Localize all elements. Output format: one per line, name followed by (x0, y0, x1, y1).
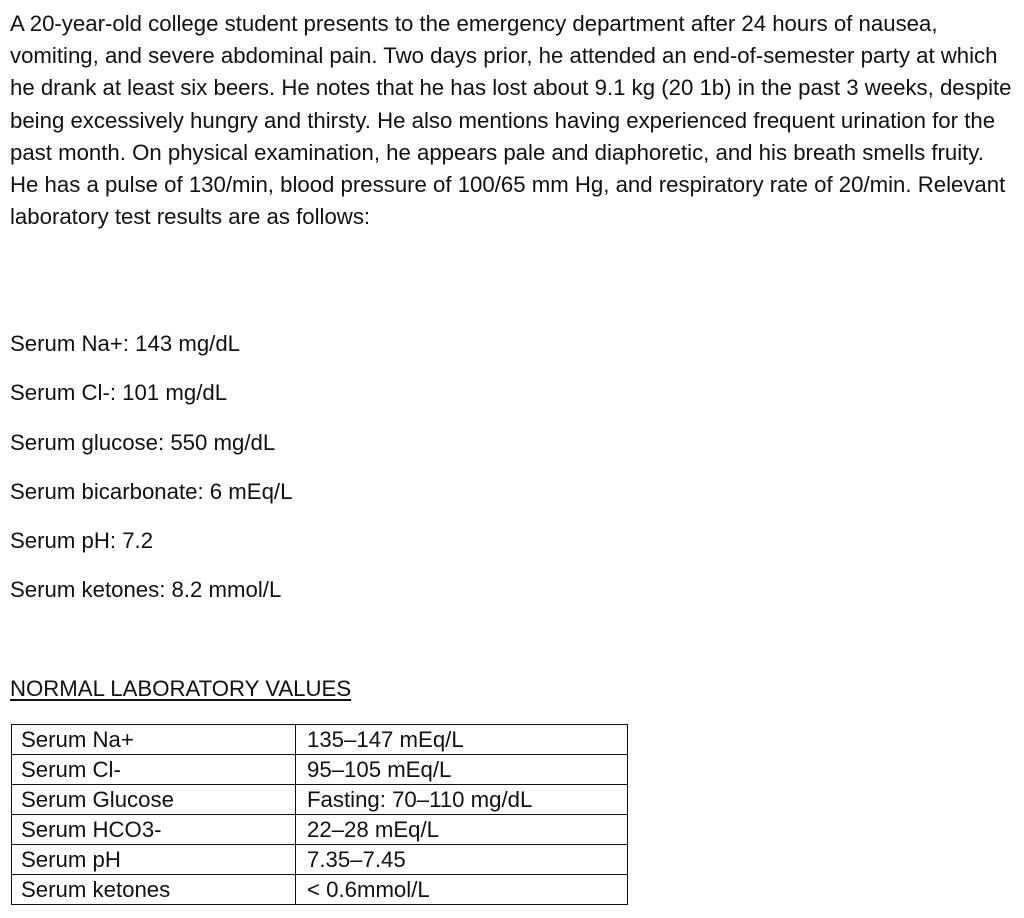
table-row (12, 785, 628, 815)
lab-result-ph: Serum pH: 7.2 (10, 528, 154, 554)
lab-result-bicarbonate: Serum bicarbonate: 6 mEq/L (10, 478, 293, 504)
table-row (12, 875, 628, 905)
table-cell-range: 135–147 mEq/L (296, 725, 628, 755)
lab-result-chloride: Serum Cl-: 101 mg/dL (10, 380, 228, 406)
table-row (12, 725, 628, 755)
table-row (12, 845, 628, 875)
case-vignette: A 20-year-old college student presents to the emergency department after 24 hours of nausea, vomiting, and severe abdominal pain. Two days prior, he attended an end-of-semester party at which he drank at least six beers. He notes that he has lost about 9.1 kg (20 1b) in the past 3 weeks, despite being excessively hungry and thirsty. He also mentions having experienced frequent urination for the past month. On physical examination, he appears pale and diaphoretic, and his breath smells fruity. He has a pulse of 130/min, blood pressure of 100/65 mm Hg, and respiratory rate of 20/min. Relevant laboratory test results are as follows: (10, 11, 1012, 230)
lab-result-glucose: Serum glucose: 550 mg/dL (10, 429, 276, 455)
table-cell-test: Serum Na+ (12, 725, 296, 755)
table-cell-range: 22–28 mEq/L (296, 815, 628, 845)
lab-results-list (10, 329, 292, 625)
table-cell-test: Serum Cl- (12, 755, 296, 785)
normal-values-heading: NORMAL LABORATORY VALUES (10, 676, 352, 701)
table-row (12, 815, 628, 845)
table-cell-range: 7.35–7.45 (296, 845, 628, 875)
table-cell-range: 95–105 mEq/L (296, 755, 628, 785)
normal-values-table (11, 724, 628, 905)
table-cell-test: Serum pH (12, 845, 296, 875)
table-row (12, 755, 628, 785)
table-cell-range: Fasting: 70–110 mg/dL (296, 785, 628, 815)
table-cell-test: Serum HCO3- (12, 815, 296, 845)
table-cell-test: Serum Glucose (12, 785, 296, 815)
table-cell-range: < 0.6mmol/L (296, 875, 628, 905)
lab-result-ketones: Serum ketones: 8.2 mmol/L (10, 577, 282, 603)
lab-result-sodium: Serum Na+: 143 mg/dL (10, 331, 241, 356)
table-cell-test: Serum ketones (12, 875, 296, 905)
